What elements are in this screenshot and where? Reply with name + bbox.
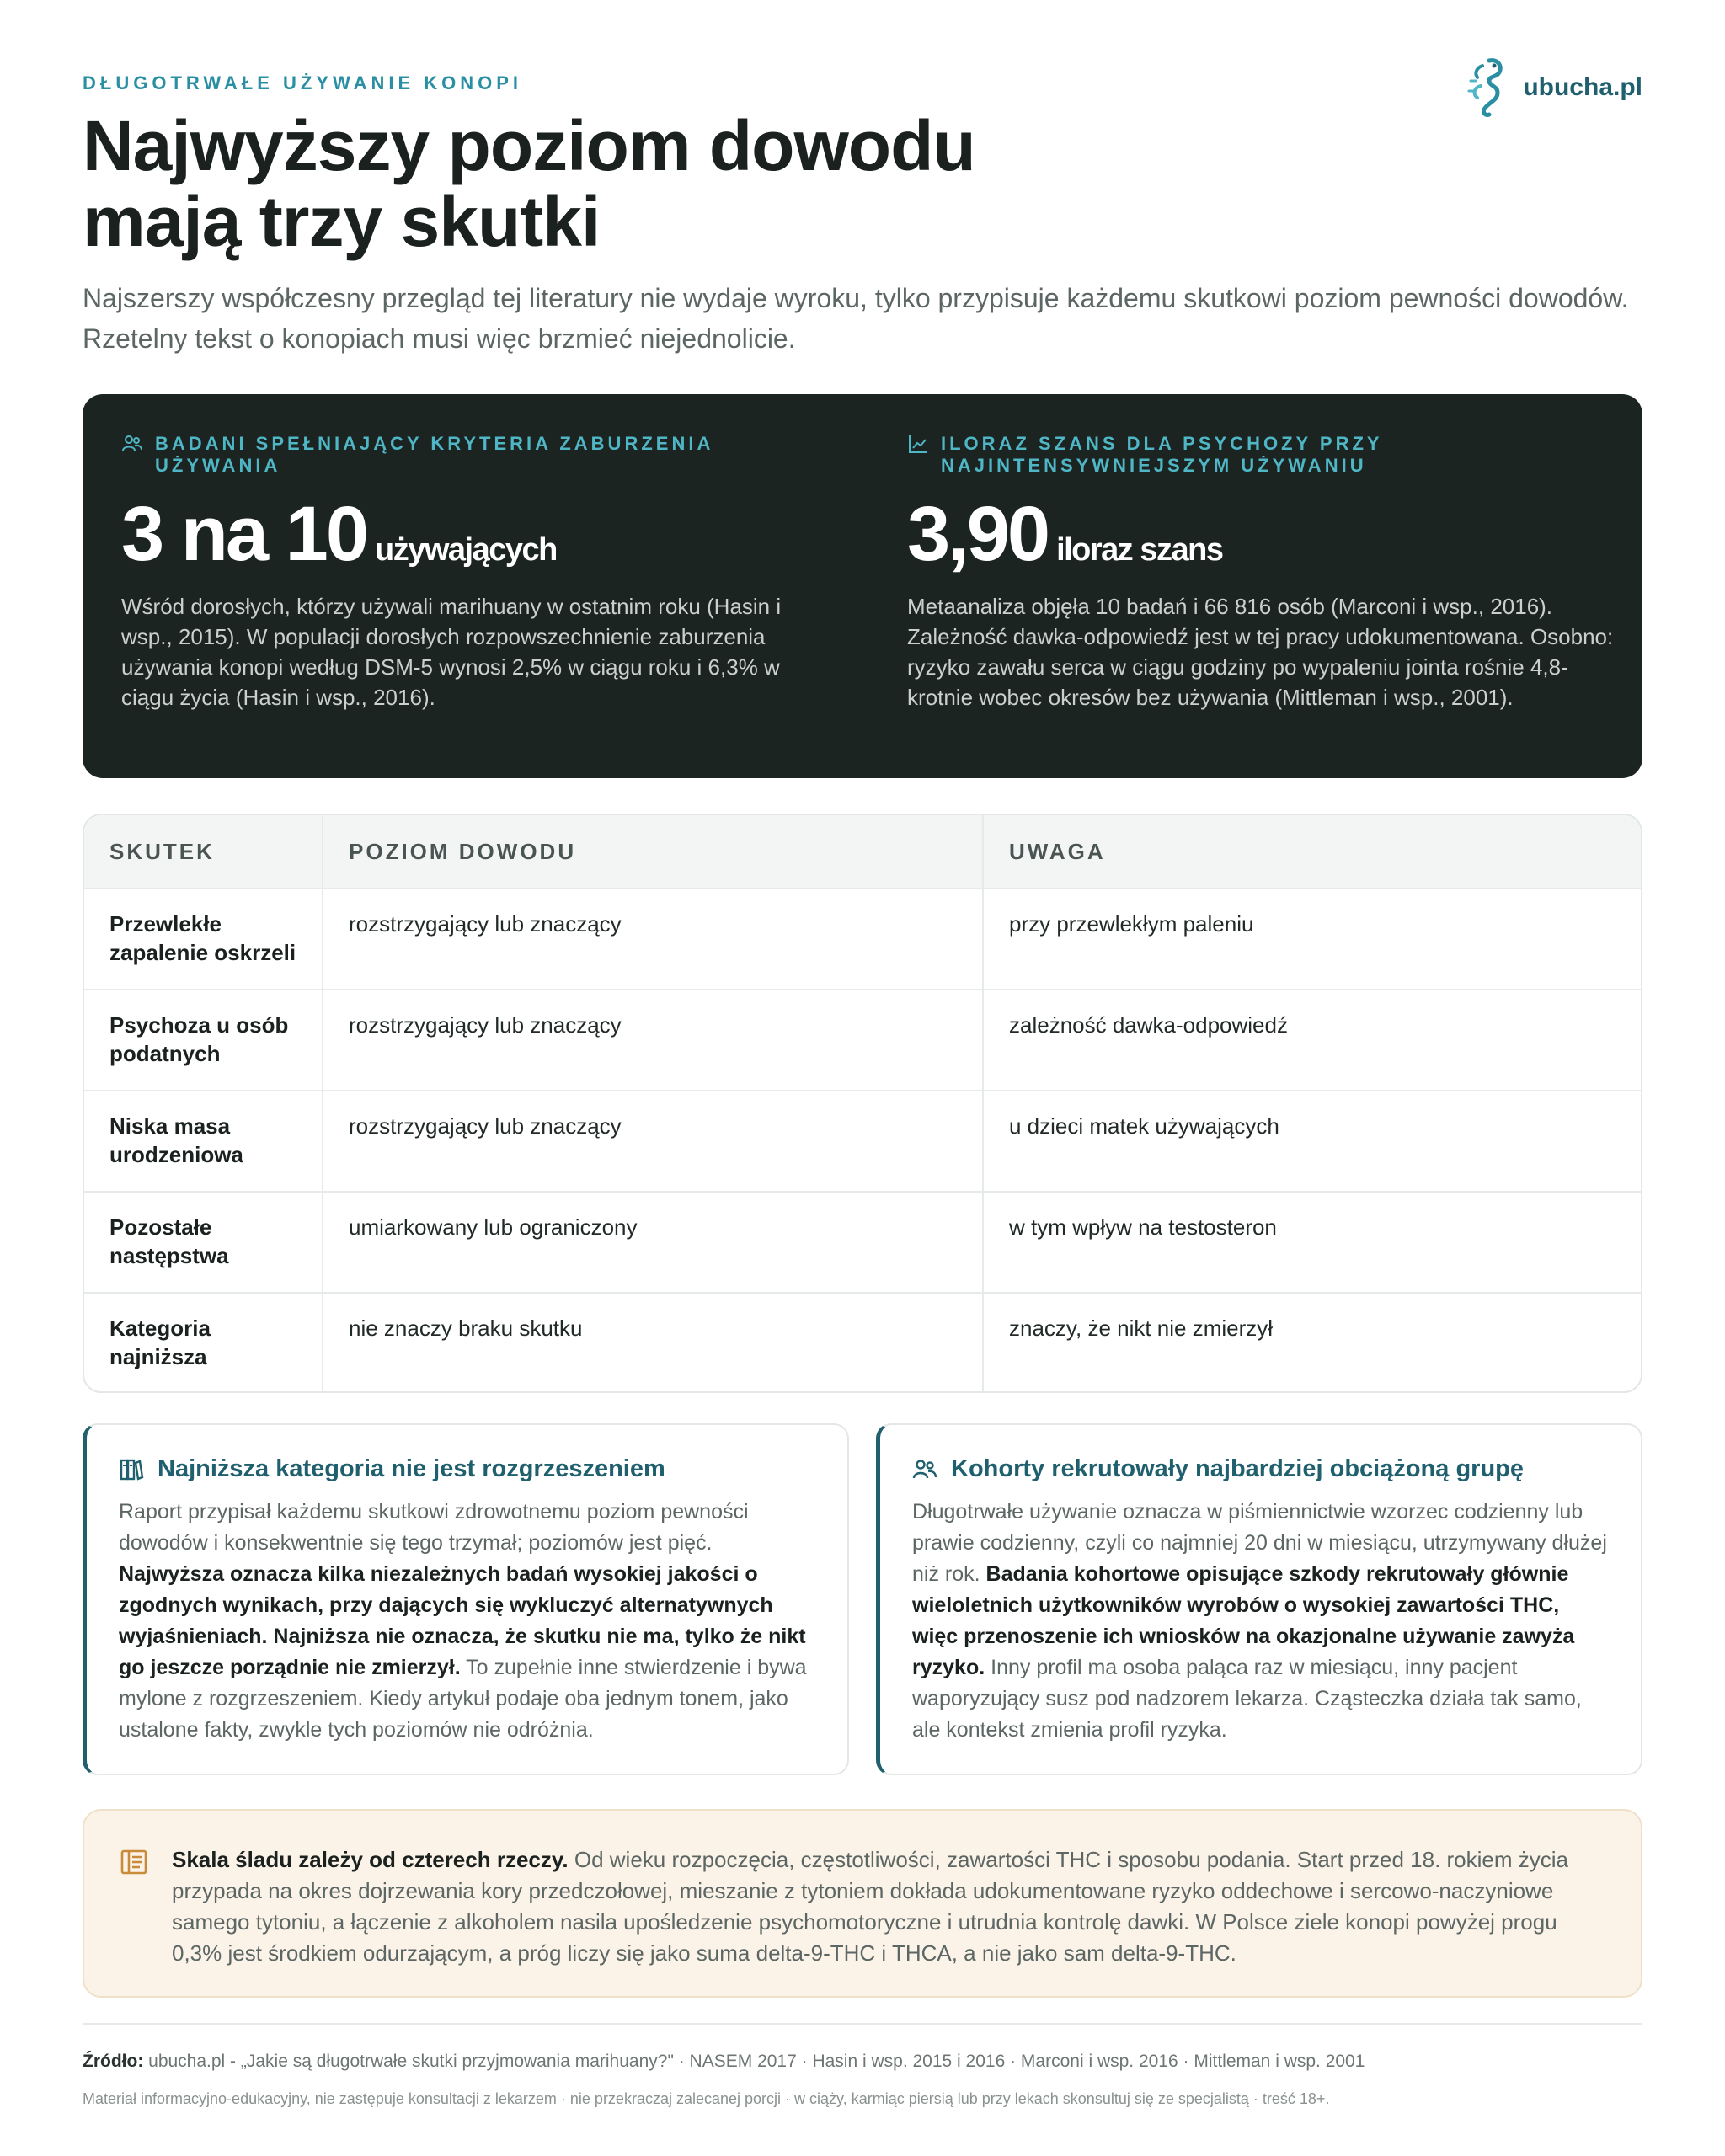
- table-row: [84, 989, 1641, 1090]
- cell-evidence: rozstrzygający lub znaczący: [323, 889, 984, 989]
- card-body: [119, 1497, 817, 1746]
- page-title: [83, 108, 1178, 259]
- note-card-cohorts: [876, 1423, 1642, 1775]
- lead-paragraph: Najszerszy współczesny przegląd tej literatury nie wydaje wyroku, tylko przypisuje każdemu skutkowi poziom pewności dowodów. Rzetelny tekst o konopiach musi więc brzmieć niejednolicie.: [83, 283, 1629, 354]
- brand-logo[interactable]: [1464, 56, 1642, 120]
- cell-evidence: rozstrzygający lub znaczący: [323, 1091, 984, 1191]
- stat-unit: używających: [374, 532, 557, 568]
- stat-value-row: [121, 492, 829, 576]
- title-line-2: mają trzy skutki: [83, 182, 601, 261]
- card-text-bold: Badania kohortowe opisujące szkody rekrutowały głównie wieloletnich użytkowników wyrobów o wysokiej zawartości THC, więc przenoszenie ich wniosków na okazjonalne używanie zawyża ryzyko.: [912, 1562, 1575, 1679]
- cell-effect: Przewlekłe zapalenie oskrzeli: [84, 889, 323, 989]
- highlight-box: [83, 1809, 1642, 1998]
- cell-note: u dzieci matek używających: [1009, 1113, 1279, 1139]
- cell-note: w tym wpływ na testosteron: [1009, 1214, 1277, 1240]
- table-row: [84, 1292, 1641, 1391]
- stat-value-row: [907, 492, 1615, 576]
- column-header-evidence: POZIOM DOWODU: [323, 815, 984, 888]
- cell-evidence: umiarkowany lub ograniczony: [323, 1193, 984, 1292]
- stat-card-use-disorder: [83, 394, 868, 778]
- cell-effect: Niska masa urodzeniowa: [84, 1091, 323, 1191]
- disclaimer: Materiał informacyjno-edukacyjny, nie zastępuje konsultacji z lekarzem · nie przekraczaj zalecanej porcji · w ciąży, karmiąc piersią lub przy lekach skonsultuj się ze specjalistą · treść 18+.: [83, 2090, 1330, 2107]
- highlight-bold: Skala śladu zależy od czterech rzeczy.: [172, 1847, 569, 1872]
- table-row: [84, 1191, 1641, 1292]
- stat-label-text: BADANI SPEŁNIAJĄCY KRYTERIA ZABURZENIA UŻYWANIA: [155, 433, 713, 476]
- logo-text: ubucha.pl: [1523, 73, 1642, 101]
- card-text: Raport przypisał każdemu skutkowi zdrowotnemu poziom pewności dowodów i konsekwentnie się tego trzymał; poziomów jest pięć.: [119, 1500, 749, 1555]
- card-title: Najniższa kategoria nie jest rozgrzeszeniem: [158, 1455, 665, 1482]
- trend-chart-icon: [907, 433, 929, 455]
- stat-label-text: ILORAZ SZANS DLA PSYCHOZY PRZY NAJINTENSYWNIEJSZYM UŻYWANIU: [941, 433, 1383, 476]
- stat-description: Wśród dorosłych, którzy używali marihuany w ostatnim roku (Hasin i wsp., 2015). W populacji dorosłych rozpowszechnienie zaburzenia używania konopi według DSM-5 wynosi 2,5% w ciągu roku i 6,3% w ciągu życia (Hasin i wsp., 2016).: [121, 594, 782, 710]
- stat-card-psychosis-odds: [868, 394, 1642, 778]
- card-text-bold: Najwyższa oznacza kilka niezależnych badań wysokiej jakości o zgodnych wynikach, przy dających się wykluczyć alternatywnych wyjaśnieniach. Najniższa nie oznacza, że skutku nie ma, tylko że nikt go jeszcze porządnie nie zmierzył.: [119, 1562, 806, 1679]
- article-icon: [120, 1848, 148, 1876]
- cell-effect: Psychoza u osób podatnych: [84, 990, 323, 1090]
- highlight-text: [172, 1844, 1607, 1969]
- books-icon: [119, 1457, 144, 1482]
- card-text: Inny profil ma osoba paląca raz w miesiącu, inny pacjent waporyzujący susz pod nadzorem lekarza. Cząsteczka działa tak samo, ale kontekst zmienia profil ryzyka.: [912, 1656, 1582, 1742]
- cell-evidence: nie znaczy braku skutku: [323, 1294, 984, 1391]
- stat-label: [121, 433, 829, 477]
- title-line-1: Najwyższy poziom dowodu: [83, 106, 975, 185]
- source-label: Źródło:: [83, 2052, 144, 2071]
- card-title: Kohorty rekrutowały najbardziej obciążoną grupę: [951, 1455, 1525, 1482]
- cell-evidence: rozstrzygający lub znaczący: [323, 990, 984, 1090]
- table-row: [84, 888, 1641, 989]
- table-header-row: [84, 815, 1641, 888]
- note-card-lowest-category: [83, 1423, 849, 1775]
- card-header: [119, 1455, 817, 1483]
- cell-note: zależność dawka-odpowiedź: [1009, 1012, 1288, 1038]
- table-row: [84, 1090, 1641, 1191]
- people-icon: [121, 433, 143, 455]
- card-header: [912, 1455, 1610, 1483]
- seahorse-logo-icon: [1464, 56, 1511, 120]
- source-line: [83, 2052, 1365, 2072]
- source-text: ubucha.pl - „Jakie są długotrwałe skutki przyjmowania marihuany?" · NASEM 2017 · Hasin i wsp. 2015 i 2016 · Marconi i wsp. 2016 · Mittleman i wsp. 2001: [143, 2052, 1365, 2071]
- stat-value: 3,90: [907, 491, 1049, 577]
- stat-value: 3 na 10: [121, 491, 366, 577]
- card-text: To zupełnie inne stwierdzenie i bywa mylone z rozgrzeszeniem. Kiedy artykuł podaje oba jednym tonem, jako ustalone fakty, zwykle tych poziomów nie odróżnia.: [119, 1656, 807, 1742]
- highlight-body: Od wieku rozpoczęcia, częstotliwości, zawartości THC i sposobu podania. Start przed 18. rokiem życia przypada na okres dojrzewania kory przedczołowej, mieszanie z tytoniem dokłada udokumentowane ryzyko oddechowe i sercowo-naczyniowe samego tytoniu, a łączenie z alkoholem nasila upośledzenie psychomotoryczne i utrudnia kontrolę dawki. W Polsce ziele konopi powyżej progu 0,3% jest środkiem odurzającym, a próg liczy się jako suma delta-9-THC i THCA, a nie jako sam delta-9-THC.: [172, 1847, 1568, 1966]
- cell-effect: Pozostałe następstwa: [84, 1193, 323, 1292]
- column-header-note: UWAGA: [1009, 838, 1106, 864]
- stat-unit: iloraz szans: [1056, 532, 1223, 568]
- stat-description: Metaanaliza objęła 10 badań i 66 816 osób (Marconi i wsp., 2016). Zależność dawka-odpowiedź jest w tej pracy udokumentowana. Osobno: ryzyko zawału serca w ciągu godziny po wypaleniu jointa rośnie 4,8-krotnie wobec okresów bez używania (Mittleman i wsp., 2001).: [907, 594, 1614, 710]
- stat-label: [907, 433, 1615, 477]
- cell-note: znaczy, że nikt nie zmierzył: [1009, 1315, 1274, 1341]
- card-body: [912, 1497, 1610, 1746]
- column-header-effect: SKUTEK: [84, 815, 323, 888]
- card-text: Długotrwałe używanie oznacza w piśmiennictwie wzorzec codzienny lub prawie codzienny, czyli co najmniej 20 dni w miesiącu, utrzymywany dłużej niż rok.: [912, 1500, 1607, 1586]
- evidence-table: [83, 814, 1642, 1393]
- cell-effect: Kategoria najniższa: [84, 1294, 323, 1391]
- kicker: DŁUGOTRWAŁE UŻYWANIE KONOPI: [83, 72, 523, 93]
- stats-panel: [83, 394, 1642, 778]
- cell-note: przy przewlekłym paleniu: [1009, 911, 1254, 937]
- people-icon: [912, 1457, 937, 1482]
- footer-divider: [83, 2023, 1642, 2025]
